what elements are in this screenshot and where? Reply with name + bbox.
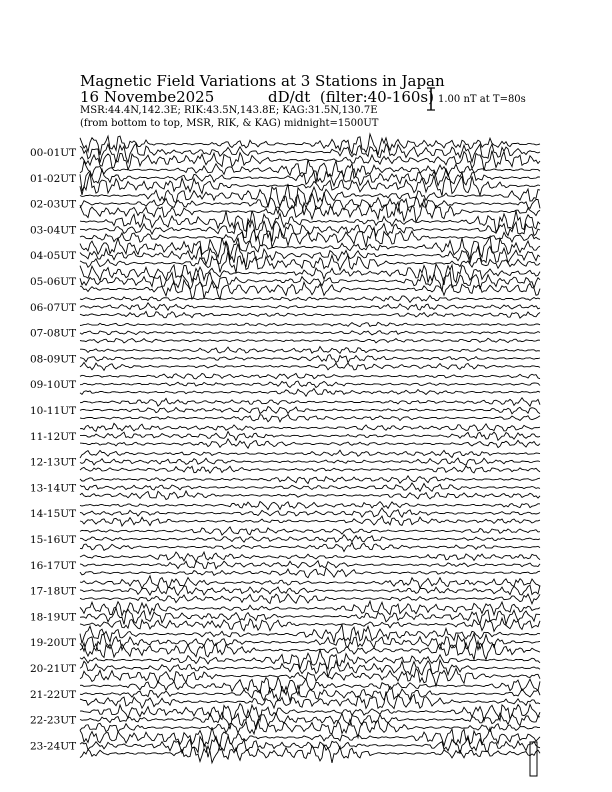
trace-kag bbox=[80, 322, 540, 326]
trace-rik bbox=[80, 407, 540, 414]
trace-rik bbox=[80, 381, 540, 387]
hour-label: 04-05UT bbox=[30, 250, 77, 263]
hour-label: 13-14UT bbox=[30, 482, 77, 495]
trace-kag bbox=[80, 347, 540, 354]
hour-label: 20-21UT bbox=[30, 663, 77, 675]
trace-msr bbox=[80, 466, 540, 473]
hour-label: 22-23UT bbox=[30, 714, 77, 727]
trace-kag bbox=[80, 650, 540, 670]
trace-rik bbox=[80, 634, 540, 652]
filter-range: (filter:40-160s) bbox=[319, 88, 434, 106]
trace-kag bbox=[80, 502, 540, 510]
hour-label: 19-20UT bbox=[30, 637, 77, 650]
date-label: 16 Novembe2025 bbox=[80, 88, 215, 106]
trace-rik bbox=[80, 585, 540, 595]
hour-label: 21-22UT bbox=[30, 688, 77, 701]
trace-rik bbox=[80, 508, 540, 517]
hour-label: 03-04UT bbox=[30, 224, 77, 237]
trace-msr bbox=[80, 228, 540, 248]
station-order-note: (from bottom to top, MSR, RIK, & KAG) midnight=1500UT bbox=[80, 118, 379, 129]
trace-rik bbox=[80, 535, 540, 542]
hour-label: 10-11UT bbox=[30, 405, 77, 417]
trace-msr bbox=[80, 516, 540, 526]
hour-label: 07-08UT bbox=[30, 327, 77, 340]
hour-label: 05-06UT bbox=[30, 276, 77, 288]
hour-label: 14-15UT bbox=[30, 508, 77, 521]
hour-label: 18-19UT bbox=[30, 611, 77, 624]
trace-msr bbox=[80, 542, 540, 551]
hour-label: 23-24UT bbox=[30, 740, 77, 753]
hour-label: 02-03UT bbox=[30, 198, 77, 211]
hour-label: 01-02UT bbox=[30, 172, 77, 185]
hour-label: 06-07UT bbox=[30, 301, 77, 314]
trace-msr bbox=[80, 439, 540, 448]
scale-bar bbox=[427, 88, 435, 110]
hour-label: 15-16UT bbox=[30, 534, 77, 546]
hour-label: 09-10UT bbox=[30, 379, 77, 392]
hour-label: 12-13UT bbox=[30, 456, 77, 469]
trace-msr bbox=[80, 338, 540, 343]
end-marker bbox=[530, 742, 537, 776]
trace-msr bbox=[80, 415, 540, 422]
trace-kag bbox=[80, 450, 540, 458]
trace-kag bbox=[80, 398, 540, 406]
trace-kag bbox=[80, 576, 540, 589]
hour-label: 08-09UT bbox=[30, 353, 77, 366]
trace-msr bbox=[80, 491, 540, 500]
trace-msr bbox=[80, 594, 540, 604]
station-coordinates: MSR:44.4N,142.3E; RIK:43.5N,143.8E; KAG:31.5N,130.7E bbox=[80, 105, 378, 116]
trace-kag bbox=[80, 476, 540, 484]
trace-kag bbox=[80, 295, 540, 302]
trace-rik bbox=[80, 355, 540, 363]
hour-label: 16-17UT bbox=[30, 559, 77, 572]
trace-kag bbox=[80, 677, 540, 694]
trace-msr bbox=[80, 311, 540, 318]
chart-title: Magnetic Field Variations at 3 Stations in Japan bbox=[80, 72, 445, 90]
trace-kag bbox=[80, 423, 540, 431]
trace-kag bbox=[80, 373, 540, 379]
scale-label: 1.00 nT at T=80s bbox=[438, 94, 526, 105]
quantity-label: dD/dt bbox=[268, 88, 311, 106]
trace-kag bbox=[80, 527, 540, 535]
hour-label: 11-12UT bbox=[30, 430, 77, 443]
trace-kag bbox=[80, 552, 540, 562]
trace-rik bbox=[80, 303, 540, 310]
hour-label: 17-18UT bbox=[30, 585, 77, 598]
trace-msr bbox=[80, 362, 540, 370]
trace-rik bbox=[80, 143, 540, 162]
trace-rik bbox=[80, 561, 540, 569]
trace-msr bbox=[80, 719, 540, 737]
hour-label: 00-01UT bbox=[30, 147, 77, 159]
trace-msr bbox=[80, 389, 540, 397]
trace-rik bbox=[80, 331, 540, 335]
trace-msr bbox=[80, 199, 540, 223]
trace-rik bbox=[80, 483, 540, 491]
trace-rik bbox=[80, 432, 540, 441]
trace-rik bbox=[80, 458, 540, 465]
trace-msr bbox=[80, 568, 540, 578]
trace-msr bbox=[80, 151, 540, 171]
